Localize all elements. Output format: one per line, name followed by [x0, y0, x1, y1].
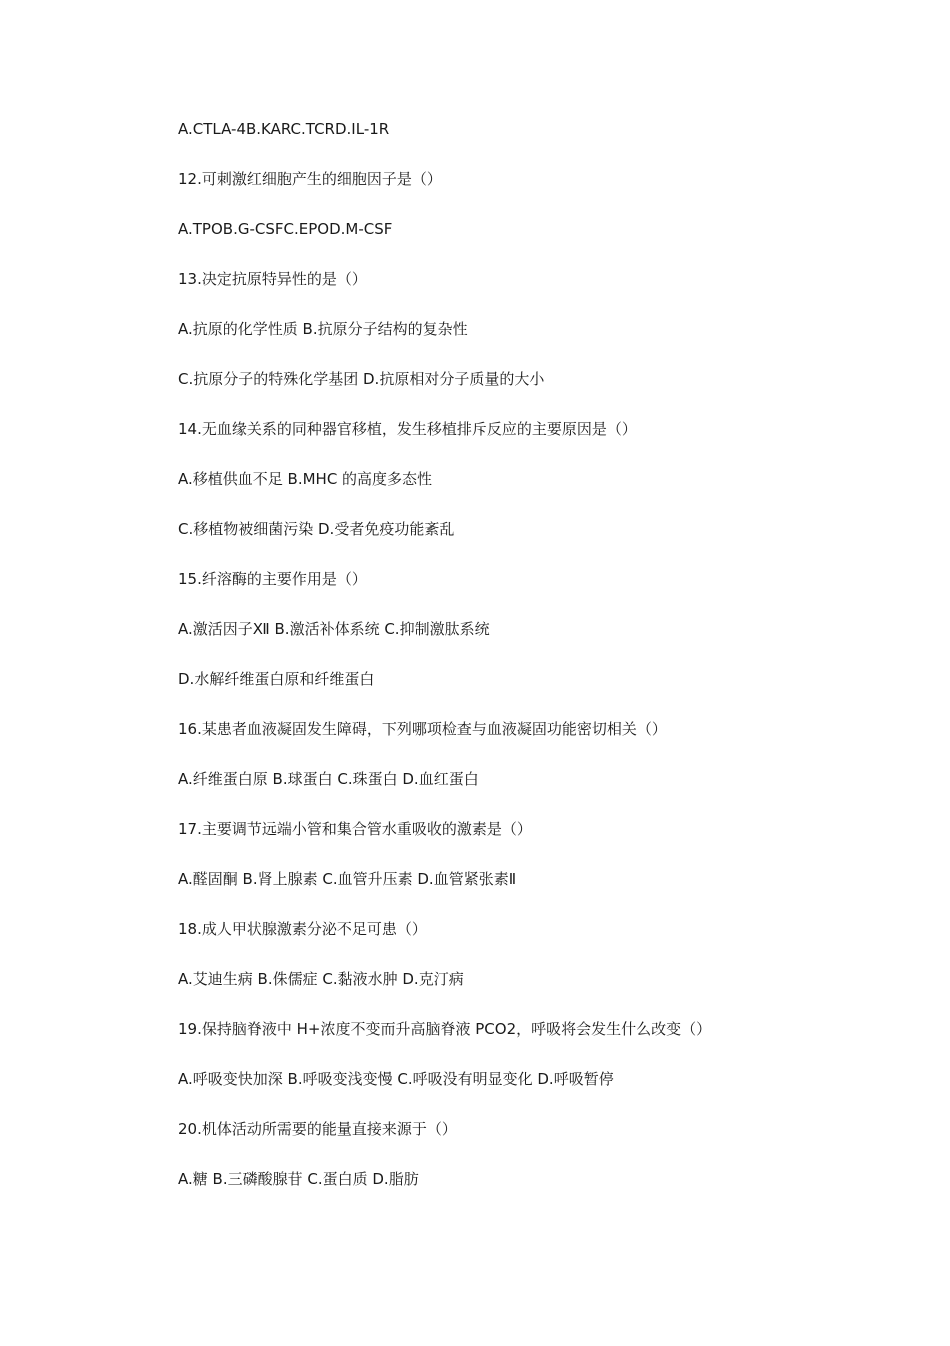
option-line-15b: D.水解纤维蛋白原和纤维蛋白: [178, 670, 375, 688]
option-line-18: A.艾迪生病 B.侏儒症 C.黏液水肿 D.克汀病: [178, 970, 464, 988]
document-body: [178, 118, 878, 1218]
option-line-19: A.呼吸变快加深 B.呼吸变浅变慢 C.呼吸没有明显变化 D.呼吸暂停: [178, 1070, 614, 1088]
question-15: 15.纤溶酶的主要作用是（）: [178, 570, 367, 588]
question-13: 13.决定抗原特异性的是（）: [178, 270, 367, 288]
option-line-16: A.纤维蛋白原 B.球蛋白 C.珠蛋白 D.血红蛋白: [178, 770, 479, 788]
question-14: 14.无血缘关系的同种器官移植，发生移植排斥反应的主要原因是（）: [178, 420, 637, 438]
option-line-15a: A.激活因子Ⅻ B.激活补体系统 C.抑制激肽系统: [178, 620, 490, 638]
option-line-13b: C.抗原分子的特殊化学基团 D.抗原相对分子质量的大小: [178, 370, 545, 388]
option-line-11: A.CTLA-4B.KARC.TCRD.IL-1R: [178, 120, 390, 138]
question-18: 18.成人甲状腺激素分泌不足可患（）: [178, 920, 427, 938]
question-19: 19.保持脑脊液中 H+浓度不变而升高脑脊液 PCO2，呼吸将会发生什么改变（）: [178, 1020, 712, 1038]
option-line-13a: A.抗原的化学性质 B.抗原分子结构的复杂性: [178, 320, 468, 338]
question-12: 12.可刺激红细胞产生的细胞因子是（）: [178, 170, 442, 188]
option-line-12: A.TPOB.G-CSFC.EPOD.M-CSF: [178, 220, 393, 238]
question-20: 20.机体活动所需要的能量直接来源于（）: [178, 1120, 457, 1138]
option-line-20: A.糖 B.三磷酸腺苷 C.蛋白质 D.脂肪: [178, 1170, 419, 1188]
question-17: 17.主要调节远端小管和集合管水重吸收的激素是（）: [178, 820, 532, 838]
option-line-17: A.醛固酮 B.肾上腺素 C.血管升压素 D.血管紧张素Ⅱ: [178, 870, 517, 888]
option-line-14b: C.移植物被细菌污染 D.受者免疫功能紊乱: [178, 520, 455, 538]
option-line-14a: A.移植供血不足 B.MHC 的高度多态性: [178, 470, 433, 488]
question-16: 16.某患者血液凝固发生障碍，下列哪项检查与血液凝固功能密切相关（）: [178, 720, 667, 738]
